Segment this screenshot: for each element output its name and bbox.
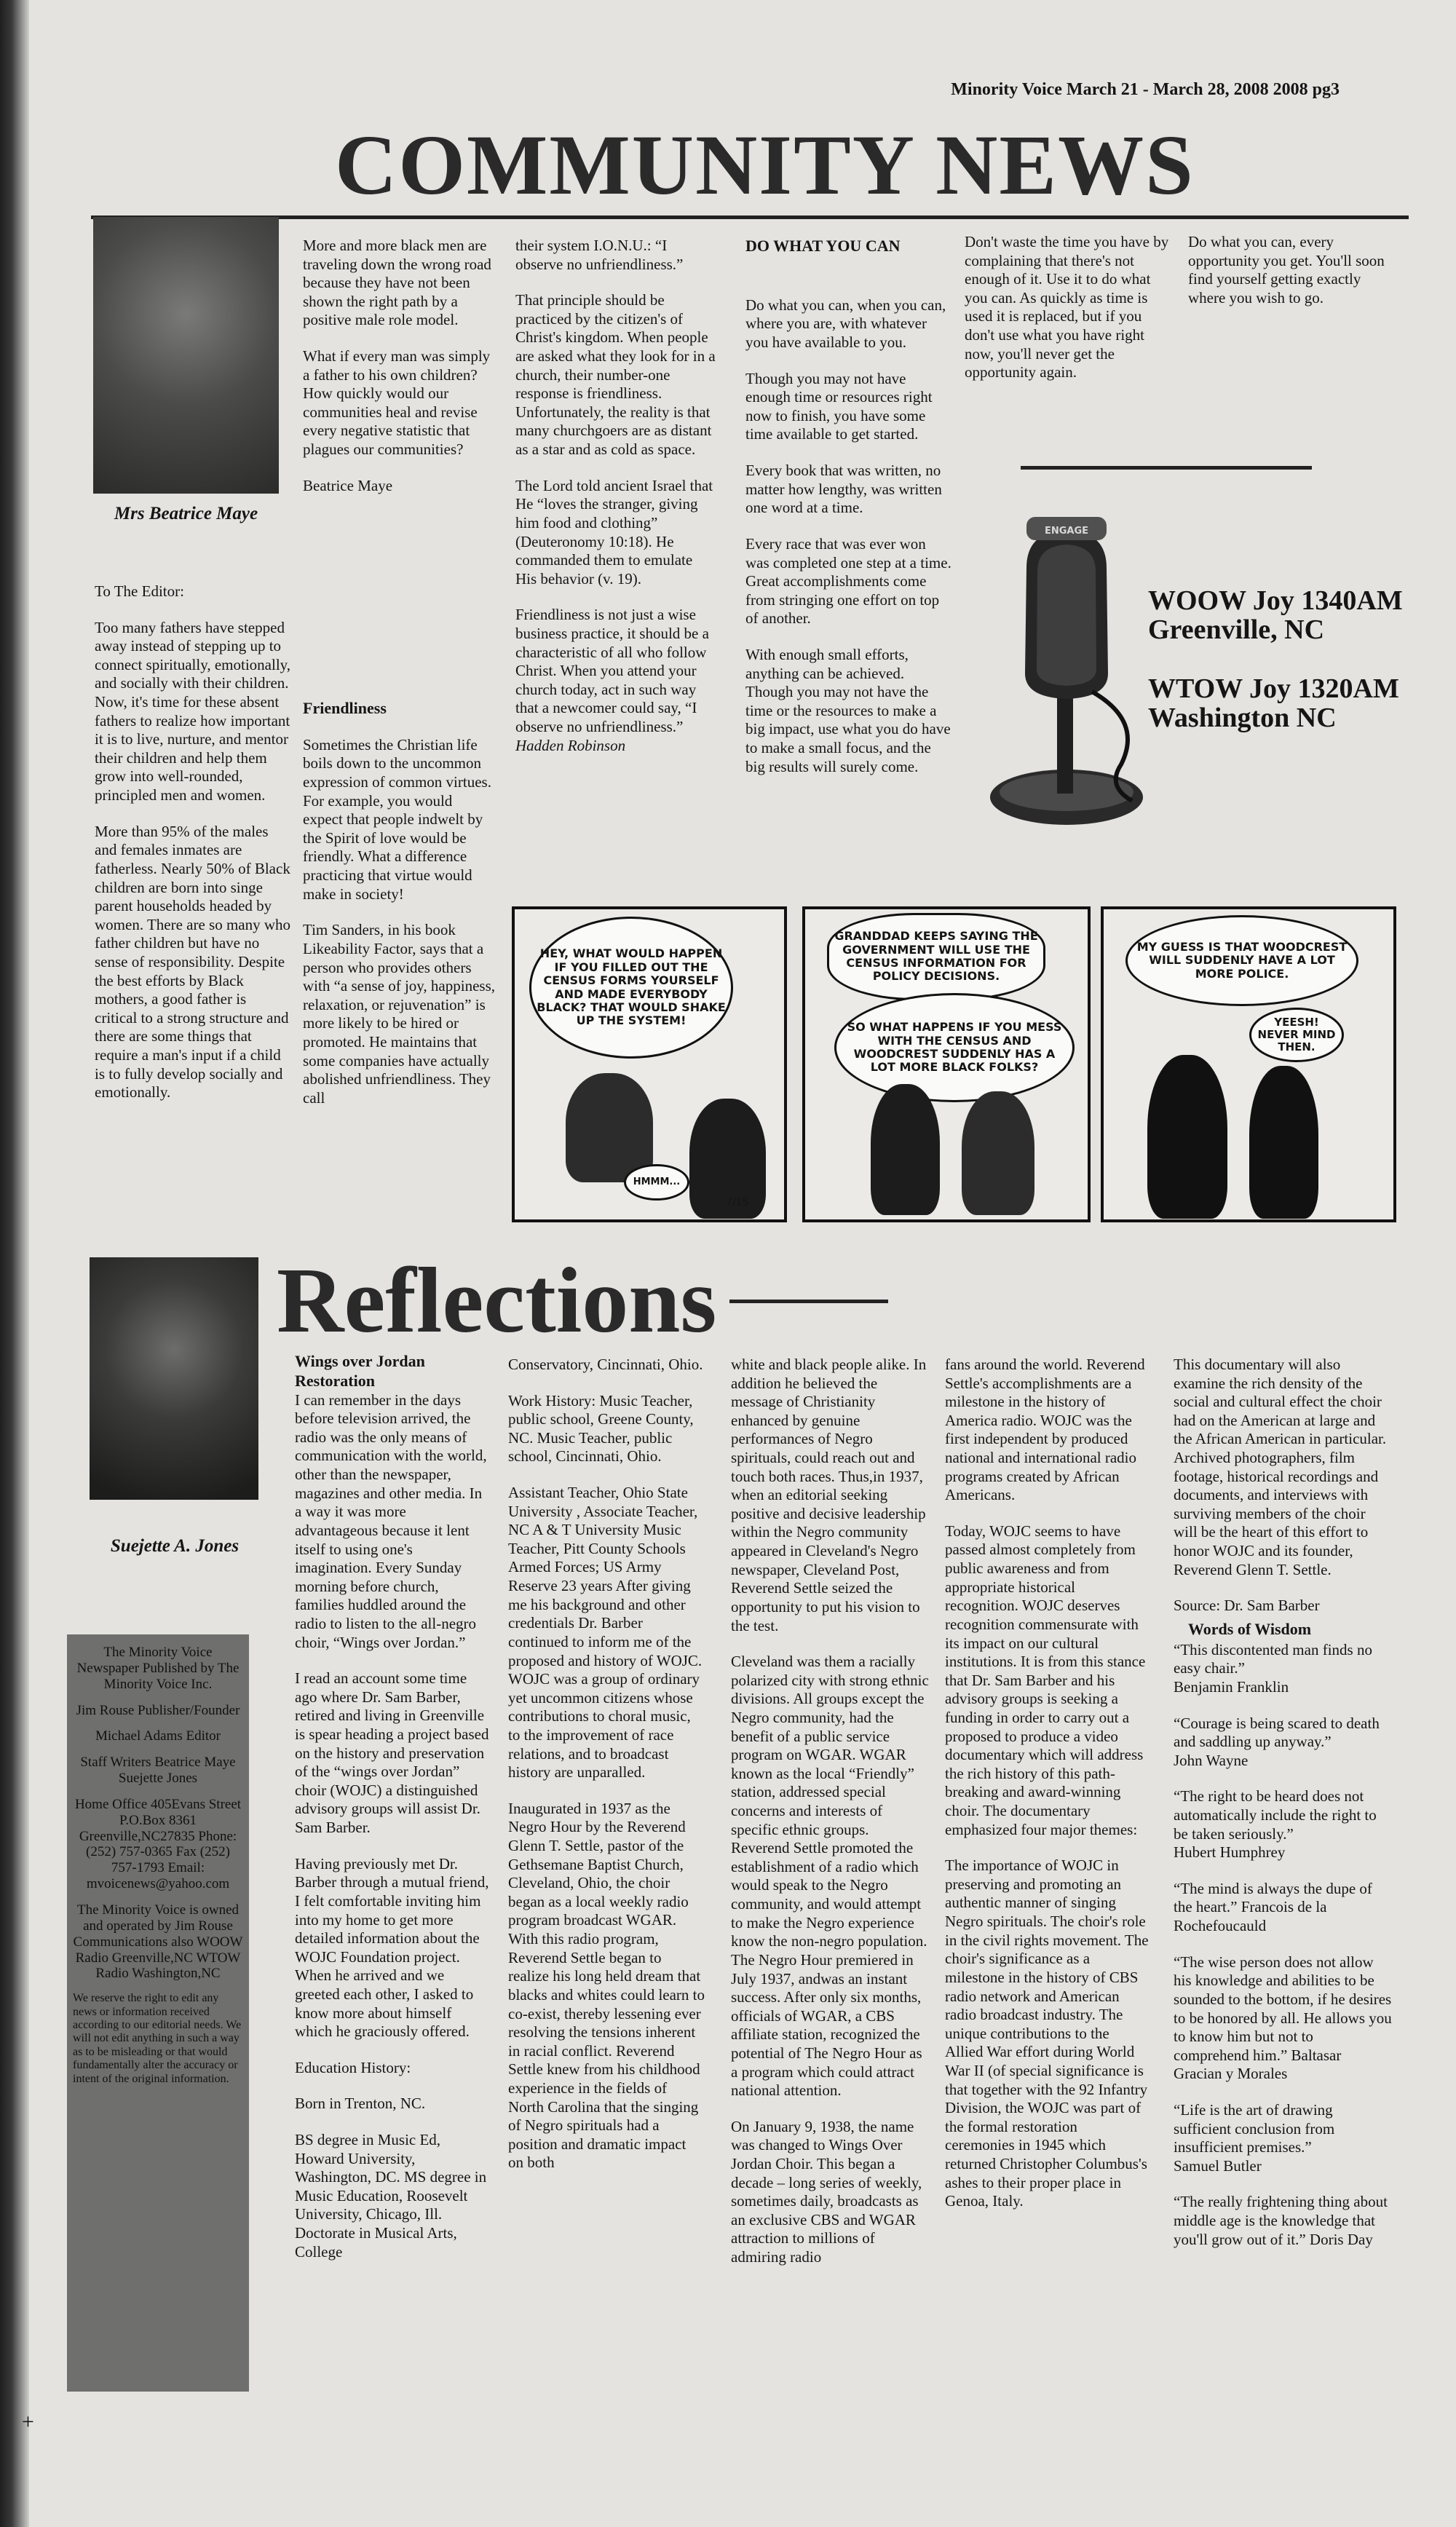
article-paragraph: Assistant Teacher, Ohio State University , Associate Teacher, NC A & T University Music Teacher, Pitt County Schools Armed Forces; US Army Reserve 23 years After giving me his background and other credentials Dr. Barber continued to inform me of the proposed and history of WOJC. WOJC was a group of ordinary yet uncommon citizens whose contributions to choral music, to the improvement of race relations, and to broadcast history are unparalled. [508, 1484, 703, 1781]
comic-speech-bubble: HMMM... [624, 1164, 689, 1201]
comic-speech-bubble: YEESH! NEVER MIND THEN. [1249, 1008, 1344, 1062]
reflections-column-5 [1174, 1356, 1392, 2266]
comic-panel-3 [1101, 906, 1396, 1222]
masthead-line: The Minority Voice Newspaper Published by The Minority Voice Inc. [76, 1645, 240, 1692]
suejette-jones-photo [90, 1257, 258, 1500]
masthead-line: Michael Adams Editor [95, 1728, 221, 1744]
page-spine-shadow [0, 0, 29, 2527]
letter-paragraph: More and more black men are traveling down the wrong road because they have not been shown the right path by a positive male role model. [303, 237, 491, 329]
folio-line: Minority Voice March 21 - March 28, 2008 2008 pg3 [951, 80, 1340, 99]
article-paragraph: white and black people alike. In addition he believed the message of Christianity enhanced by genuine performances of Negro spirituals, could reach out and touch both races. Thus,in 1937, when an editorial seeking positive and decisive leadership within the Negro community appeared in Cleveland's Negro newspaper, Cleveland Post, Reverend Settle seized the opportunity to put his vision to the test. [731, 1356, 927, 1634]
wisdom-author: John Wayne [1174, 1751, 1249, 1769]
friendliness-byline: Hadden Robinson [515, 736, 626, 754]
masthead-line: Staff Writers Beatrice Maye Suejette Jones [80, 1755, 236, 1787]
letter-paragraph: More than 95% of the males and females inmates are fatherless. Nearly 50% of Black children are born into singe parent households headed by women. There are so many who father children but have no sense of responsibility. Despite the best efforts by Black mothers, a good father is critical to a strong structure and there are some things that require a man's input if a child is to fully develop socially and emotionally. [95, 822, 291, 1102]
do-what-paragraph: Do what you can, every opportunity you get. You'll soon find yourself getting exactly where you wish to go. [1188, 233, 1385, 307]
article-paragraph: Today, WOJC seems to have passed almost completely from public awareness and from appropriate historical recognition. WOJC deserves recognition commensurate with its impact on our cultural institutions. It is from this stance that Dr. Sam Barber and his advisory groups is seeking a funding in order to carry out a proposed to produce a video documentary which will address the rich history of this path-breaking and award-winning choir. The documentary emphasized four major themes: [945, 1522, 1146, 1838]
article-paragraph: This documentary will also examine the rich density of the social and cultural effect the choir had on the American at large and the African American in particular. Archived photographers, film footage, historical recordings and documents, and interviews with surviving members of the choir will be the heart of this effort to honor WOJC and its founder, Reverend Glenn T. Settle. [1174, 1356, 1387, 1578]
article-paragraph: Work History: Music Teacher, public school, Greene County, NC. Music Teacher, public school, Cincinnati, Ohio. [508, 1391, 694, 1466]
article-heading: Wings over Jordan Restoration [295, 1352, 425, 1390]
wisdom-author: Benjamin Franklin [1174, 1677, 1289, 1696]
do-what-paragraph: Do what you can, when you can, where you are, with whatever you have available to you. [745, 296, 946, 352]
do-what-column-3 [1188, 233, 1399, 325]
masthead-disclaimer: We reserve the right to edit any news or information received according to our editorial needs. We will not edit anything in such a way as to be misleading or that would fundamentally alter the accuracy or intent of the original information. [73, 1992, 242, 2085]
article-paragraph: fans around the world. Reverend Settle's accomplishments are a milestone in the history of America radio. WOJC was the first independent by produced national and international radio programs created by African Americans. [945, 1356, 1145, 1504]
comic-character [1249, 1066, 1318, 1219]
comic-speech-bubble: SO WHAT HAPPENS IF YOU MESS WITH THE CENSUS AND WOODCREST SUDDENLY HAS A LOT MORE BLACK FOLKS? [834, 993, 1075, 1102]
reflections-column-4 [945, 1356, 1149, 2229]
wisdom-author: Hubert Humphrey [1174, 1843, 1286, 1862]
do-what-column-2 [965, 233, 1172, 400]
comic-speech-bubble: MY GUESS IS THAT WOODCREST WILL SUDDENLY HAVE A LOT MORE POLICE. [1125, 915, 1358, 1006]
comic-character [1147, 1055, 1227, 1219]
letter-column-2 [303, 237, 496, 513]
letter-paragraph: What if every man was simply a father to his own children? How quickly would our communities heal and revise every negative statistic that plagues our communities? [303, 347, 491, 459]
reflections-rule [729, 1300, 888, 1303]
wisdom-heading: Words of Wisdom [1188, 1619, 1312, 1638]
microphone-icon [976, 502, 1158, 834]
friendliness-paragraph: Sometimes the Christian life boils down to the uncommon expression of common virtues. For example, you would expect that people indwelt by the Spirit of love would be friendly. What a difference practicing that virtue would make in society! [303, 735, 491, 903]
registration-mark: + [22, 2410, 34, 2434]
friendliness-column-2 [515, 237, 716, 772]
photo-caption: Mrs Beatrice Maye [114, 504, 258, 523]
masthead-rule [91, 215, 1409, 219]
comic-speech-bubble: GRANDDAD KEEPS SAYING THE GOVERNMENT WILL USE THE CENSUS INFORMATION FOR POLICY DECISIONS. [827, 913, 1045, 1000]
do-what-paragraph: Don't waste the time you have by complaining that there's not enough of it. Use it to do what you can. As quickly as time is used it is replaced, but if you don't use what you have right now, you'll never get the opportunity again. [965, 233, 1169, 381]
friendliness-paragraph: Friendliness is not just a wise business practice, it should be a characteristic of all who follow Christ. When you attend your church today, act in such way that a newcomer could say, “I observe no unfriendliness.” [515, 606, 709, 736]
masthead-line: Jim Rouse Publisher/Founder [76, 1702, 240, 1718]
station-woow-name: WOOW Joy 1340AM [1148, 585, 1403, 616]
article-paragraph: Inaugurated in 1937 as the Negro Hour by the Reverend Glenn T. Settle, pastor of the Gethsemane Baptist Church, Cleveland, Ohio, the choir began as a local weekly radio program broadcast WGAR. With this radio program, Reverend Settle began to realize his long held dream that blacks and whites could learn to co-exist, thereby lessening ever resolving the tensions inherent in racial conflict. Reverend Settle knew from his childhood experience in the fields of North Carolina that the singing of Negro spirituals had a position and dramatic impact on both [508, 1799, 705, 2172]
wisdom-quote: “The really frightening thing about middle age is the knowledge that you'll grow out of it.” Doris Day [1174, 2193, 1388, 2248]
article-paragraph: BS degree in Music Ed, Howard University, Washington, DC. MS degree in Music Education, Roosevelt University, Chicago, Ill. Doctorate in Musical Arts, College [295, 2130, 487, 2261]
friendliness-heading: Friendliness [303, 699, 387, 717]
reflections-column-1 [295, 1352, 491, 2279]
reflections-column-3 [731, 1356, 931, 2285]
masthead-line: Home Office 405Evans Street P.O.Box 8361 Greenville,NC27835 Phone: (252) 757-0365 Fax (252) 757-1793 Email: mvoicenews@yahoo.com [74, 1796, 242, 1892]
friendliness-column-1 [303, 699, 496, 1125]
friendliness-paragraph: The Lord told ancient Israel that He “loves the stranger, giving him food and clothing” (Deuteronomy 10:18). He commanded them to emulate His behavior (v. 19). [515, 476, 713, 588]
do-what-paragraph: Though you may not have enough time or resources right now to finish, you have some time available to get started. [745, 369, 933, 443]
comic-speech-bubble: HEY, WHAT WOULD HAPPEN IF YOU FILLED OUT THE CENSUS FORMS YOURSELF AND MADE EVERYBODY BLACK? THAT WOULD SHAKE UP THE SYSTEM! [529, 917, 733, 1059]
do-what-paragraph: Every race that was ever won was completed one step at a time. Great accomplishments come from stringing one effort on top of another. [745, 534, 951, 628]
reflections-column-2 [508, 1356, 705, 2190]
section-divider [1021, 466, 1312, 470]
wisdom-quote: “The right to be heard does not automatically include the right to be taken seriously.” [1174, 1787, 1377, 1843]
masthead-box [67, 1634, 249, 2392]
reflections-heading: Reflections [277, 1249, 717, 1352]
wisdom-author: Samuel Butler [1174, 2156, 1262, 2175]
photo-caption: Suejette A. Jones [110, 1536, 240, 1556]
station-wtow-city: Washington NC [1148, 702, 1337, 733]
wisdom-quote: “The wise person does not allow his knowledge and abilities to be sounded to the bottom, if he desires to be honored by all. He allows you to know him but not to comprehend him.” Baltasar Gracian y Morales [1174, 1953, 1392, 2083]
article-paragraph: Cleveland was them a racially polarized city with strong ethnic divisions. All groups except the Negro community, had the benefit of a public service program on WGAR. WGAR known as the local “Friendly” station, addressed special concerns and interests of specific ethnic groups. Reverend Settle promoted the establishment of a radio which would speak to the Negro community, and would attempt to make the Negro experience know the non-negro population. The Negro Hour premiered in July 1937, andwas an instant success. After only six months, officials of WGAR, a CBS affiliate station, recognized the potential of The Negro Hour as a program which could attract national attention. [731, 1653, 929, 2100]
do-what-heading: DO WHAT YOU CAN [745, 237, 901, 255]
wisdom-quote: “Courage is being scared to death and saddling up anyway.” [1174, 1714, 1380, 1751]
letter-salutation: To The Editor: [95, 582, 184, 600]
wisdom-quote: “Life is the art of drawing sufficient conclusion from insufficient premises.” [1174, 2100, 1335, 2156]
article-source: Source: Dr. Sam Barber [1174, 1597, 1320, 1615]
station-wtow [1148, 675, 1399, 733]
friendliness-paragraph: Tim Sanders, in his book Likeability Factor, says that a person who provides others with “a sense of joy, happiness, relaxation, or rejuvenation” is more likely to be hired or promoted. He maintains that some companies have actually abolished unfriendliness. They call [303, 921, 495, 1107]
letter-paragraph: Too many fathers have stepped away instead of stepping up to connect spiritually, emotionally, and socially with their children. Now, it's time for these absent fathers to realize how important it is to live, nurture, and mentor their children and help them grow into well-rounded, principled men and women. [95, 618, 291, 804]
beatrice-maye-photo [93, 217, 279, 494]
comic-panel-1 [512, 906, 787, 1222]
article-paragraph: I can remember in the days before television arrived, the radio was the only means of communication with the world, other than the newspaper, magazines and other media. In a way it was more advantageous because it lent itself to using one's imagination. Every Sunday morning before church, families huddled around the radio to listen to the all-negro choir, “Wings over Jordan.” [295, 1391, 487, 1651]
comic-character [962, 1091, 1034, 1215]
comic-character [871, 1084, 940, 1215]
do-what-paragraph: Every book that was written, no matter how lengthy, was written one word at a time. [745, 462, 942, 517]
comic-date: 7/15 [726, 1197, 749, 1209]
microphone-label: ENGAGE [1044, 526, 1089, 537]
masthead-line: The Minority Voice is owned and operated by Jim Rouse Communications also WOOW Radio Greenville,NC WTOW Radio Washington,NC [73, 1902, 243, 1982]
article-paragraph: I read an account some time ago where Dr. Sam Barber, retired and living in Greenville is spear heading a project based on the history and preservation of the “wings over Jordan” choir (WOJC) a distinguished advisory groups will assist Dr. Sam Barber. [295, 1669, 489, 1837]
article-paragraph: Having previously met Dr. Barber through a mutual friend, I felt comfortable inviting him into my home to get more detailed information about the WOJC Foundation project. When he arrived and we greeted each other, I asked to know more about himself which he graciously offered. [295, 1854, 489, 2041]
do-what-column-1 [745, 237, 953, 794]
friendliness-paragraph: That principle should be practiced by the citizen's of Christ's kingdom. When people are asked what they look for in a church, their number-one response is friendliness. Unfortunately, the reality is that many churchgoers are as distant as a star and as cold as space. [515, 291, 716, 459]
station-wtow-name: WTOW Joy 1320AM [1148, 673, 1399, 704]
do-what-paragraph: With enough small efforts, anything can be achieved. Though you may not have the time or the resources to make a big impact, use what you do have to make a small focus, and the big results will surely come. [745, 645, 951, 775]
wisdom-quote: “This discontented man finds no easy chair.” [1174, 1640, 1372, 1677]
article-paragraph: The importance of WOJC in preserving and promoting an authentic manner of singing Negro spirituals. The choir's role in the civil rights movement. The choir's significance as a milestone in the history of CBS radio network and American radio broadcast industry. The unique contributions to the Allied War effort during World War II (of special significance is that together with the 92 Infantry Division, the WOJC was part of the formal restoration ceremonies in 1945 which returned Christopher Columbus's ashes to their proper place in Genoa, Italy. [945, 1856, 1149, 2210]
station-woow [1148, 587, 1403, 645]
article-paragraph: On January 9, 1938, the name was changed to Wings Over Jordan Choir. This began a decade – long series of weekly, sometimes daily, broadcasts as an exclusive CBS and WGAR attraction to millions of admiring radio [731, 2117, 922, 2266]
letter-signature: Beatrice Maye [303, 476, 393, 494]
friendliness-paragraph: their system I.O.N.U.: “I observe no unfriendliness.” [515, 237, 684, 273]
article-paragraph: Education History: [295, 2058, 411, 2076]
article-paragraph: Conservatory, Cincinnati, Ohio. [508, 1356, 703, 1373]
station-woow-city: Greenville, NC [1148, 614, 1325, 645]
letter-column-1 [95, 582, 291, 1120]
wisdom-quote: “The mind is always the dupe of the heart.” Francois de la Rochefoucauld [1174, 1879, 1372, 1935]
comic-panel-2 [802, 906, 1091, 1222]
section-masthead: COMMUNITY NEWS [335, 117, 1195, 213]
article-paragraph: Born in Trenton, NC. [295, 2095, 426, 2113]
